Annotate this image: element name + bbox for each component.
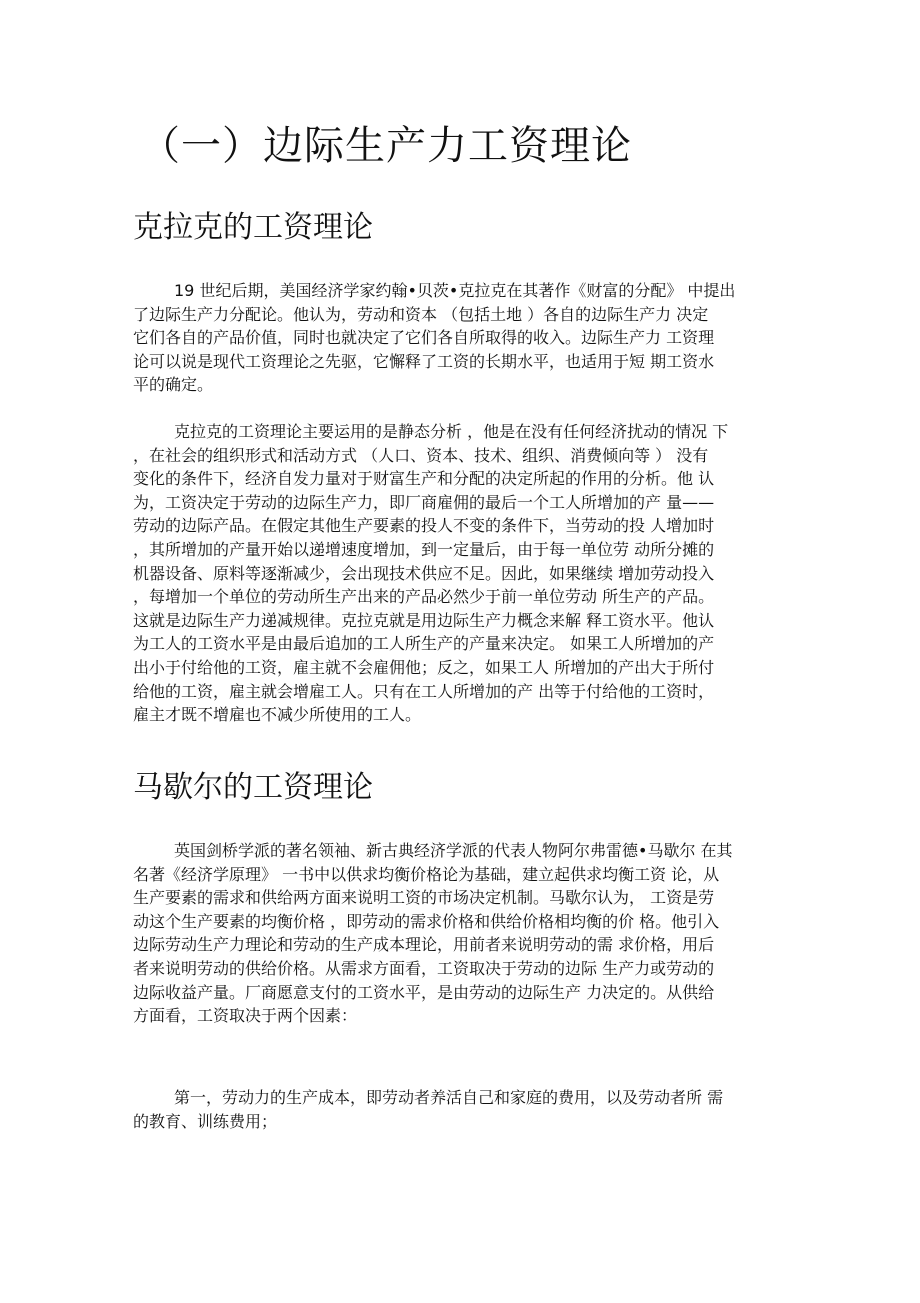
paragraph-line: ，在社会的组织形式和活动方式 （人口、资本、技术、组织、消费倾向等 ） 没有	[133, 445, 709, 465]
paragraph-line: 给他的工资，雇主就会增雇工人。只有在工人所增加的产 出等于付给他的工资时，	[133, 681, 715, 701]
paragraph-line: 它们各自的产品价值，同时也就决定了它们各自所取得的收入。边际生产力 工资理	[133, 328, 715, 348]
paragraph-line: 名著《经济学原理》 一书中以供求均衡价格论为基础，建立起供求均衡工资 论，从	[133, 864, 720, 884]
paragraph-line: 者来说明劳动的供给价格。从需求方面看，工资取决于劳动的边际 生产力或劳动的	[133, 958, 715, 978]
paragraph-line: 劳动的边际产品。在假定其他生产要素的投人不变的条件下，当劳动的投 人增加时	[133, 516, 715, 536]
paragraph-line: 动这个生产要素的均衡价格 ，即劳动的需求价格和供给价格相均衡的价 格。他引入	[133, 911, 720, 931]
paragraph-line: 方面看，工资取决于两个因素：	[133, 1006, 358, 1026]
paragraph-line: 边际劳动生产力理论和劳动的生产成本理论，用前者来说明劳动的需 求价格，用后	[133, 935, 715, 955]
paragraph-line: 第一，劳动力的生产成本，即劳动者养活自己和家庭的费用，以及劳动者所 需	[174, 1088, 724, 1107]
paragraph-line: 出小于付给他的工资，雇主就不会雇佣他；反之，如果工人 所增加的产出大于所付	[133, 657, 715, 677]
paragraph-line: 雇主才既不增雇也不减少所使用的工人。	[133, 705, 422, 725]
paragraph-line: 论可以说是现代工资理论之先驱，它懈释了工资的长期水平，也适用于短 期工资水	[133, 351, 715, 371]
paragraph-marshall-intro	[133, 839, 793, 1028]
paragraph-line: 克拉克的工资理论主要运用的是静态分析 ，他是在没有任何经济扰动的情况 下	[174, 422, 729, 441]
section-heading-marshall: 马歇尔的工资理论	[133, 770, 373, 805]
paragraph-line: 机器设备、原料等逐渐减少，会出现技术供应不足。因此，如果继续 增加劳动投入	[133, 563, 715, 583]
paragraph-line: 19 世纪后期，美国经济学家约翰•贝茨•克拉克在其著作《财富的分配》 中提出	[174, 281, 736, 300]
paragraph-line: 为工人的工资水平是由最后追加的工人所生产的产量来决定。 如果工人所增加的产	[133, 634, 715, 654]
paragraph-line: 为，工资决定于劳动的边际生产力，即厂商雇佣的最后一个工人所增加的产 量——	[133, 492, 715, 512]
paragraph-line: ，每增加一个单位的劳动所生产出来的产品必然少于前一单位劳动 所生产的产品。	[133, 587, 715, 607]
paragraph-line: 变化的条件下，经济自发力量对于财富生产和分配的决定所起的作用的分析。他 认	[133, 469, 715, 489]
paragraph-line: 的教育、训练费用；	[133, 1111, 278, 1131]
paragraph-line: 生产要素的需求和供给两方面来说明工资的市场决定机制。马歇尔认为， 工资是劳	[133, 888, 715, 908]
section-heading-clark: 克拉克的工资理论	[133, 210, 373, 245]
paragraph-line: 了边际生产力分配论。他认为，劳动和资本 （包括土地 ）各自的边际生产力 决定	[133, 304, 709, 324]
paragraph-marshall-factor-one	[133, 1086, 793, 1133]
paragraph-line: 边际收益产量。厂商愿意支付的工资水平，是由劳动的边际生产 力决定的。从供给	[133, 982, 715, 1002]
page-title: （一）边际生产力工资理论	[140, 123, 632, 169]
paragraph-line: 英国剑桥学派的著名领袖、新古典经济学派的代表人物阿尔弗雷德•马歇尔 在其	[174, 841, 733, 860]
paragraph-line: ，其所增加的产量开始以递增速度增加，到一定量后，由于每一单位劳 动所分摊的	[133, 539, 715, 559]
paragraph-line: 平的确定。	[133, 375, 214, 395]
paragraph-line: 这就是边际生产力递减规律。克拉克就是用边际生产力概念来解 释工资水平。他认	[133, 610, 715, 630]
paragraph-clark-analysis	[133, 420, 793, 727]
paragraph-clark-intro	[133, 279, 793, 397]
